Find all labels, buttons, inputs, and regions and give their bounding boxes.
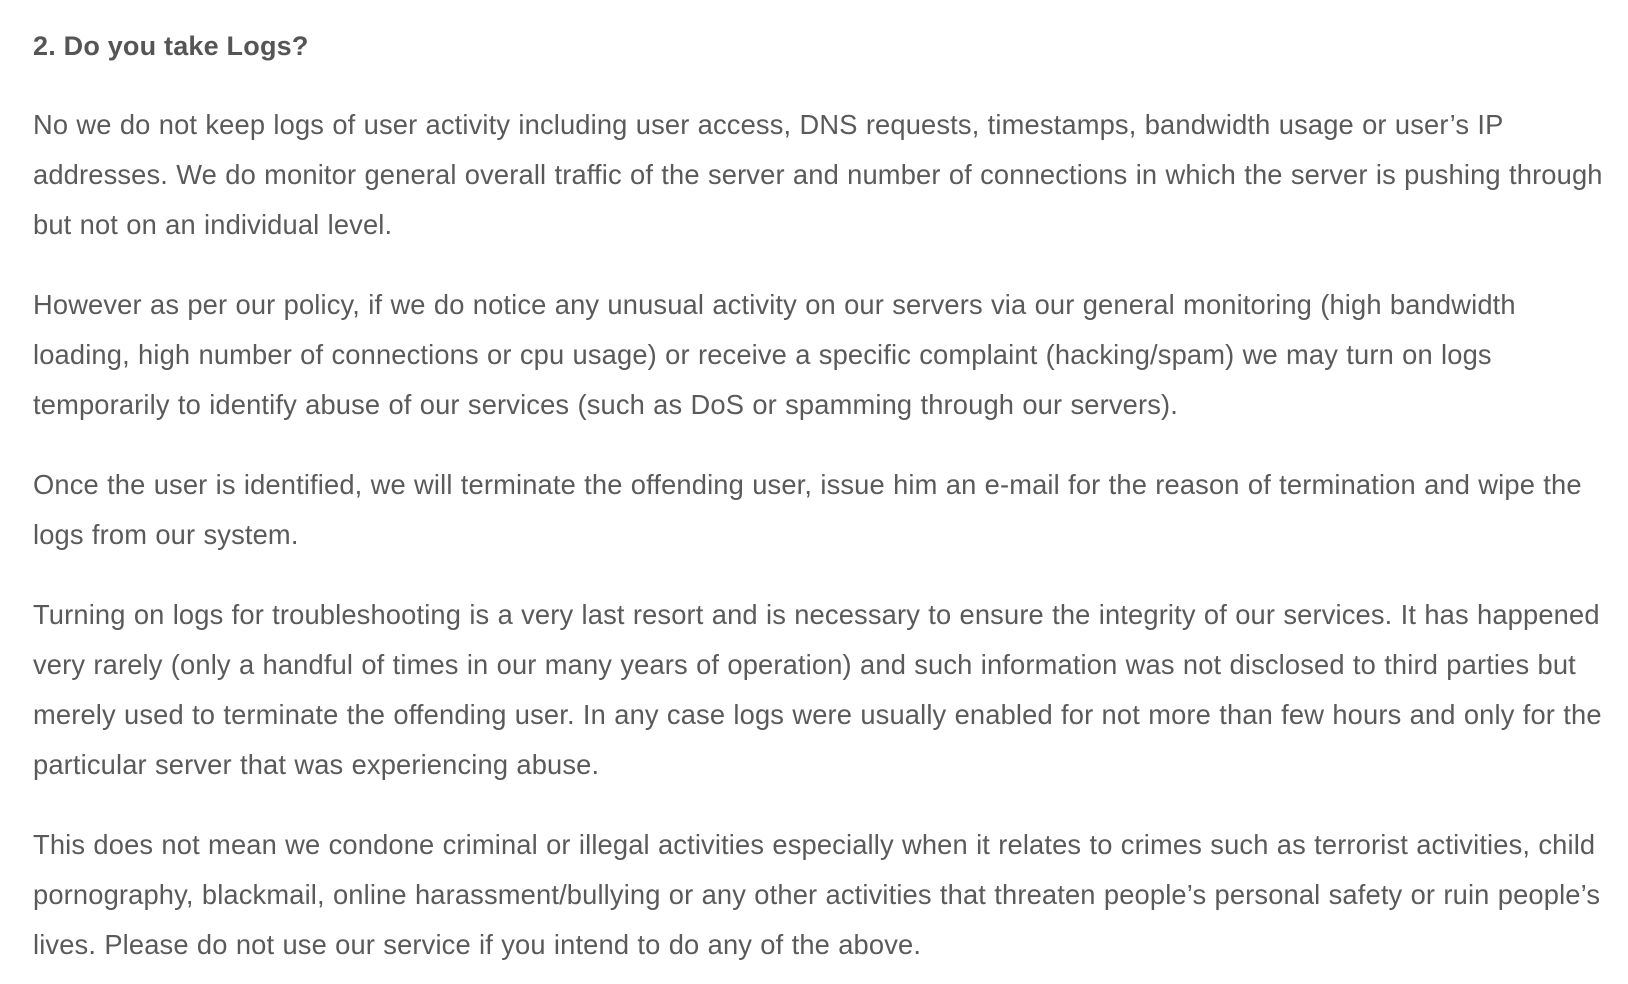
paragraph-troubleshooting: Turning on logs for troubleshooting is a very last resort and is necessary to ensure the integrity of our services. It has happened very rarely (only a handful of times in our many years of operation) and such information was not disclosed to third parties but merely used to terminate the offending user. In any case logs were usually enabled for not more than few hours and only for the particular server that was experiencing abuse. bbox=[33, 599, 1602, 780]
paragraph-list bbox=[33, 100, 1613, 970]
section-heading: 2. Do you take Logs? bbox=[33, 31, 309, 61]
paragraph-illegal-activities: This does not mean we condone criminal or illegal activities especially when it relates to crimes such as terrorist activities, child pornography, blackmail, online harassment/bullying or any other activities that threaten people’s personal safety or ruin people’s lives. Please do not use our service if you intend to do any of the above. bbox=[33, 829, 1601, 960]
paragraph-termination: Once the user is identified, we will terminate the offending user, issue him an e-mail for the reason of termination and wipe the logs from our system. bbox=[33, 469, 1582, 550]
document-content bbox=[33, 26, 1613, 970]
paragraph-no-logs: No we do not keep logs of user activity including user access, DNS requests, timestamps, bandwidth usage or user’s IP addresses. We do monitor general overall traffic of the server and number of connections in which the server is pushing through but not on an individual level. bbox=[33, 109, 1603, 240]
paragraph-policy-exception: However as per our policy, if we do notice any unusual activity on our servers via our general monitoring (high bandwidth loading, high number of connections or cpu usage) or receive a specific complaint (hacking/spam) we may turn on logs temporarily to identify abuse of our services (such as DoS or spamming through our servers). bbox=[33, 289, 1516, 420]
